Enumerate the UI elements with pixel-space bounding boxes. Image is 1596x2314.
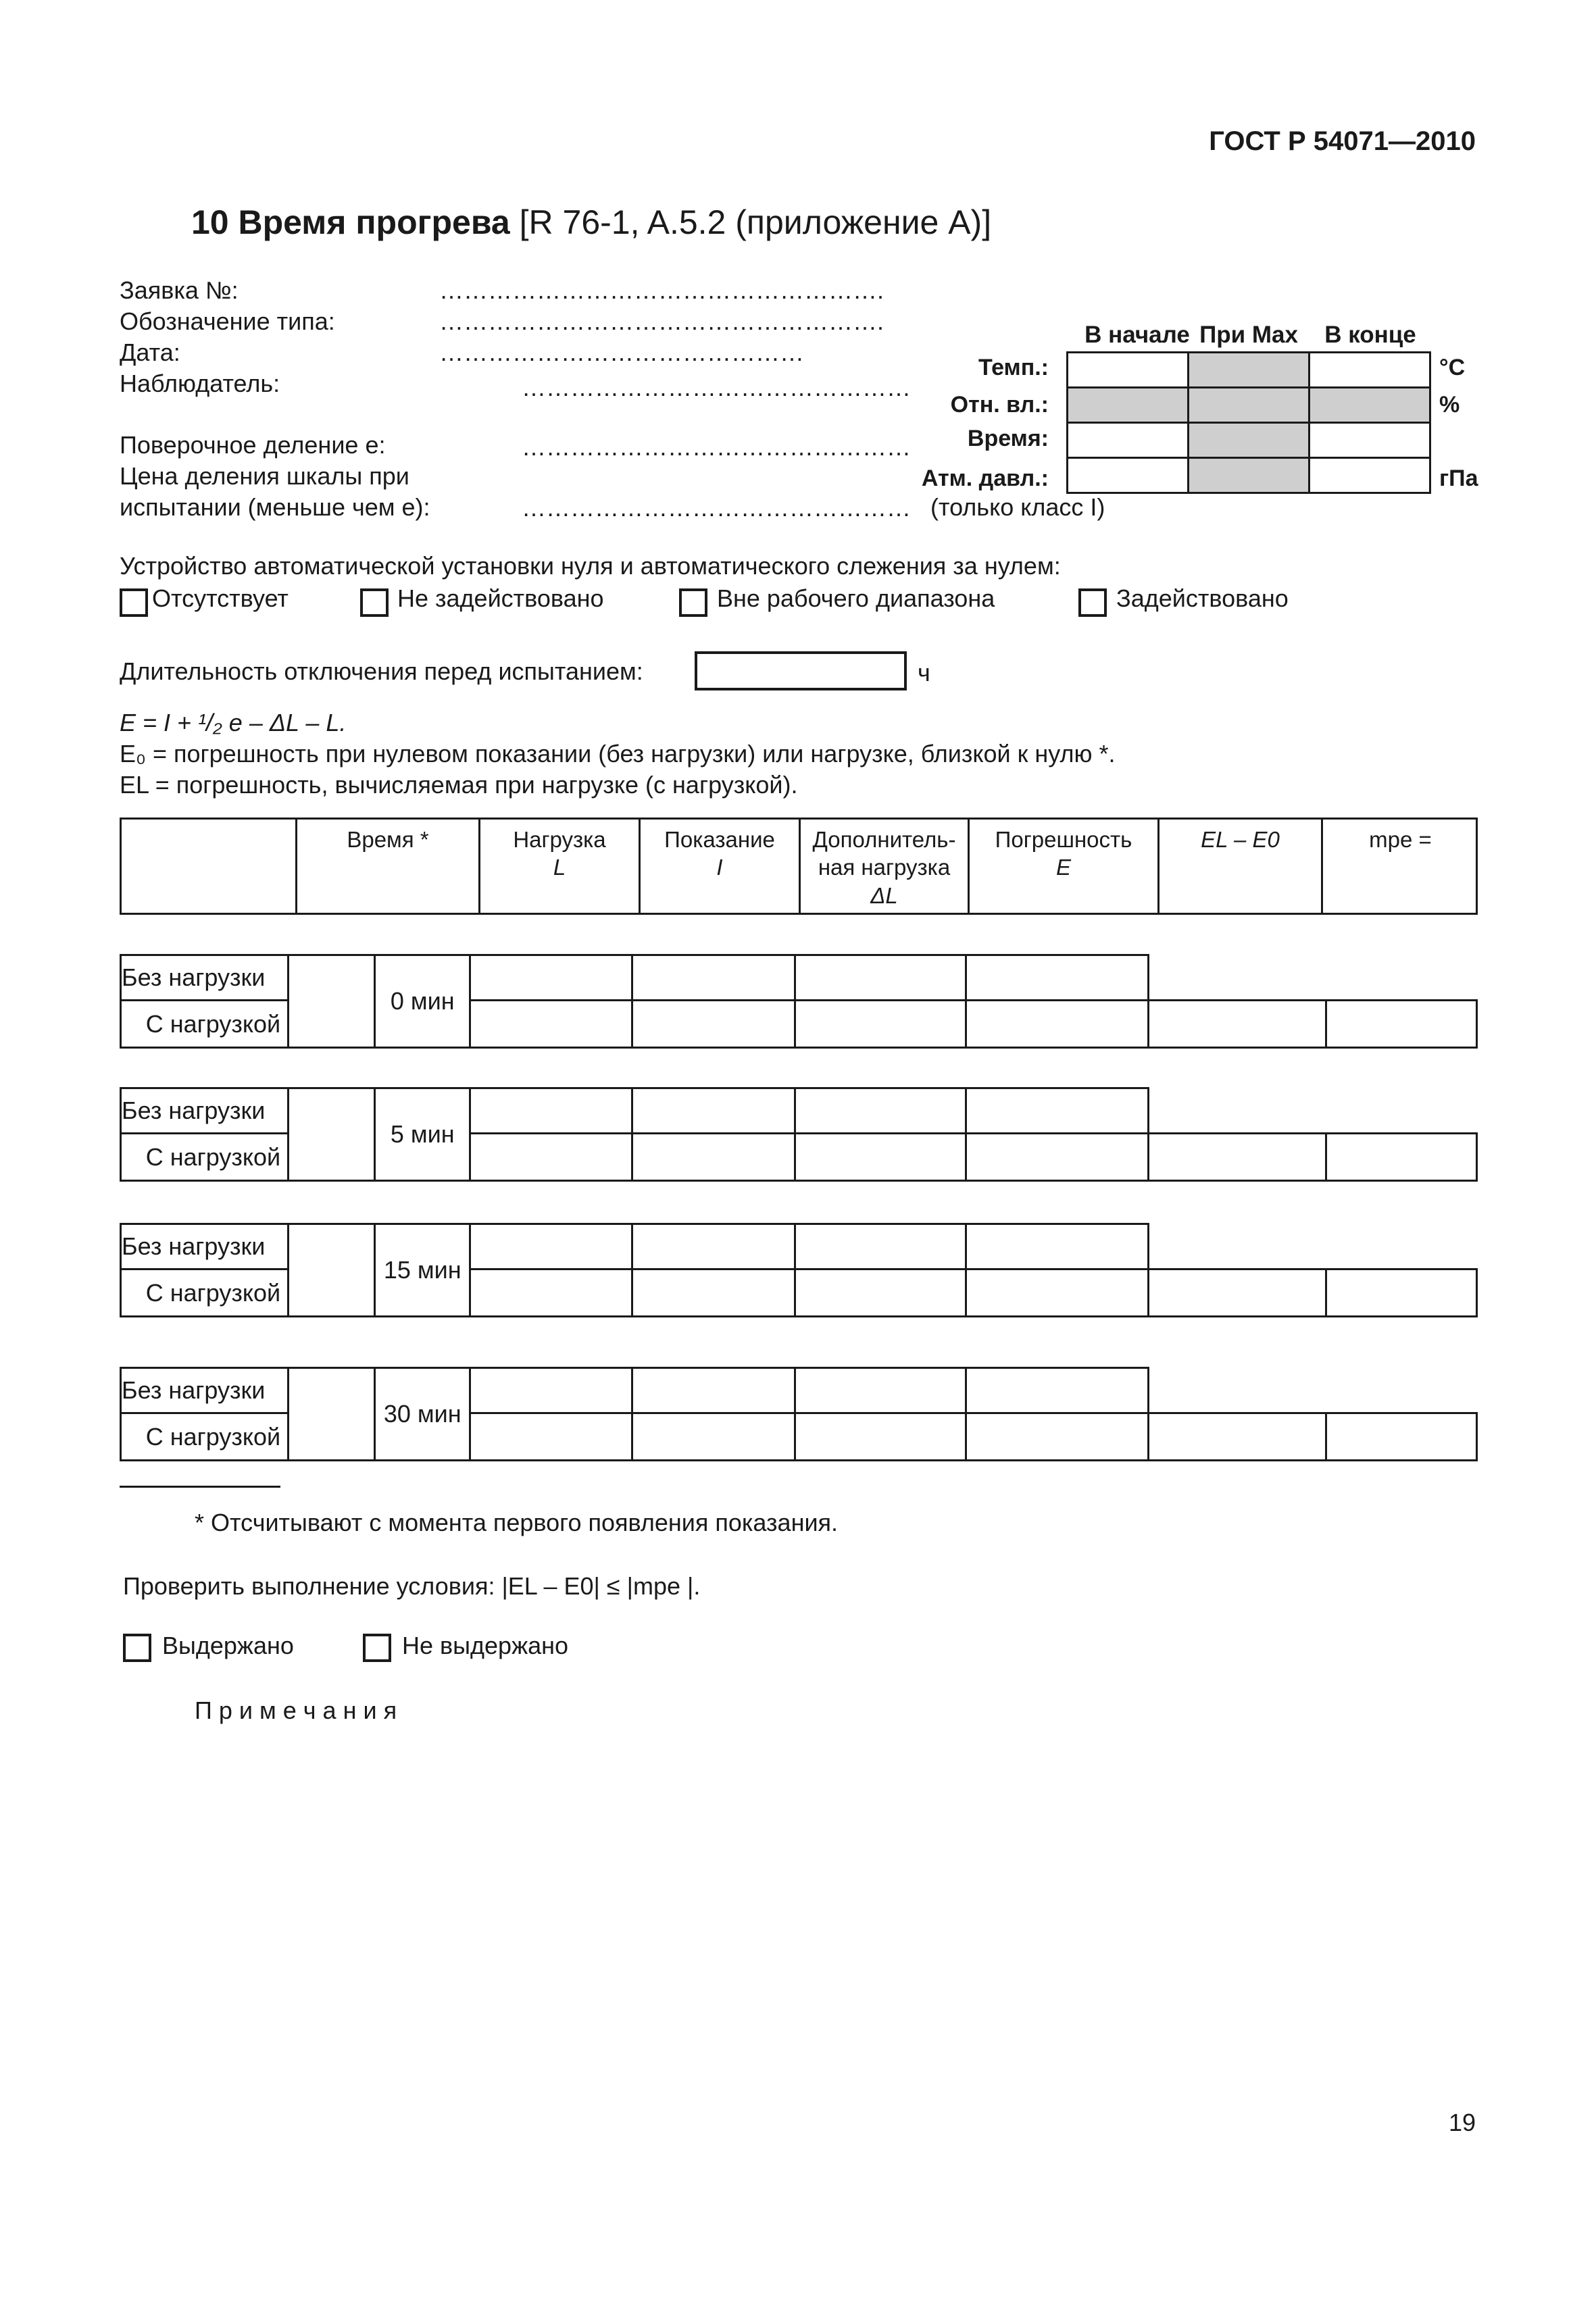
checkbox-failed-label: Не выдержано	[402, 1632, 569, 1659]
time-cell-5min: 5 мин	[375, 1088, 470, 1181]
cell-error-no-load[interactable]	[966, 1368, 1148, 1413]
checkbox-absent-label: Отсутствует	[152, 584, 289, 612]
empty-cell	[289, 1224, 375, 1317]
cell-error-with-load[interactable]	[966, 1134, 1148, 1181]
cell-load-no-load[interactable]	[470, 955, 632, 1001]
cell-load-no-load[interactable]	[470, 1368, 632, 1413]
time-cell-30min: 30 мин	[375, 1368, 470, 1461]
results-group-0min	[120, 954, 1149, 1049]
cell-error-with-load[interactable]	[966, 1001, 1148, 1048]
field-label-observer: Наблюдатель:	[120, 370, 280, 397]
cond-time-end[interactable]	[1310, 423, 1430, 458]
field-dots-scale-interval[interactable]: …………………………………………	[522, 494, 911, 522]
col-header-el-minus-e0: EL – E0	[1201, 827, 1280, 852]
conditions-grid	[1066, 351, 1431, 494]
conditions-row-pressure-label: Атм. давл.:	[921, 466, 1049, 491]
zero-device-question: Устройство автоматической установки нуля и автоматического слежения за нулем:	[120, 552, 1061, 580]
section-title-reference: [R 76-1, A.5.2 (приложение А)]	[519, 203, 992, 241]
row-label-no-load: Без нагрузки	[121, 1224, 289, 1269]
checkbox-activated[interactable]	[1078, 588, 1107, 617]
empty-cell	[289, 1368, 375, 1461]
check-condition: Проверить выполнение условия: |EL – E0| ≤ |mpe |.	[123, 1572, 701, 1600]
field-dots-date[interactable]: ………………………………………	[439, 338, 804, 366]
cell-load-with-load[interactable]	[470, 1134, 632, 1181]
checkbox-out-of-range[interactable]	[679, 588, 707, 617]
col-header-additional-load	[801, 826, 968, 909]
row-label-with-load: С нагрузкой	[121, 1413, 289, 1461]
empty-cell	[289, 955, 375, 1048]
cell-load-no-load[interactable]	[470, 1224, 632, 1269]
col-header-error-line1: Погрешность	[995, 827, 1132, 852]
field-label-application: Заявка №:	[120, 276, 239, 304]
col-header-error-line2: E	[1055, 855, 1071, 880]
disconnect-duration-input[interactable]	[695, 651, 907, 690]
col-header-indication	[641, 826, 799, 882]
col-header-load	[480, 826, 639, 882]
checkbox-not-activated[interactable]	[360, 588, 389, 617]
results-group-5min	[120, 1087, 1149, 1182]
section-title-bold: 10 Время прогрева	[191, 203, 510, 241]
cell-el-minus-e0[interactable]	[1149, 1269, 1326, 1317]
checkbox-passed-label: Выдержано	[162, 1632, 294, 1659]
results-group-5min-diff	[1147, 1132, 1478, 1182]
cell-indication-no-load[interactable]	[632, 1368, 795, 1413]
conditions-col-start: В начале	[1084, 322, 1190, 348]
cell-el-minus-e0[interactable]	[1149, 1134, 1326, 1181]
cond-temp-start[interactable]	[1068, 353, 1189, 388]
field-dots-application[interactable]: ……………………………………………….	[439, 276, 884, 304]
cond-temp-end[interactable]	[1310, 353, 1430, 388]
cell-error-no-load[interactable]	[966, 955, 1148, 1001]
empty-cell	[289, 1088, 375, 1181]
cell-additional-load-with-load[interactable]	[795, 1134, 966, 1181]
field-note-class: (только класс I)	[930, 493, 1105, 521]
col-header-indication-line2: I	[716, 855, 723, 880]
checkbox-passed[interactable]	[123, 1634, 151, 1662]
disconnect-label: Длительность отключения перед испытанием:	[120, 657, 643, 685]
cond-temp-max	[1189, 353, 1310, 388]
time-cell-0min: 0 мин	[375, 955, 470, 1048]
cell-additional-load-no-load[interactable]	[795, 955, 966, 1001]
disconnect-unit: ч	[918, 659, 930, 686]
footnote-rule	[120, 1486, 280, 1488]
document-id: ГОСТ Р 54071—2010	[1209, 126, 1476, 156]
formula-line3: EL = погрешность, вычисляемая при нагрузке (с нагрузкой).	[120, 771, 798, 799]
conditions-col-end: В конце	[1324, 322, 1416, 348]
conditions-unit-pressure: гПа	[1439, 466, 1478, 491]
field-label-date: Дата:	[120, 338, 180, 366]
cond-time-start[interactable]	[1068, 423, 1189, 458]
page-number: 19	[1448, 2109, 1476, 2136]
section-title	[191, 203, 991, 242]
cell-additional-load-with-load[interactable]	[795, 1001, 966, 1048]
cell-indication-with-load[interactable]	[632, 1269, 795, 1317]
cell-mpe[interactable]	[1326, 1001, 1477, 1048]
formula-line2: E₀ = погрешность при нулевом показании (без нагрузки) или нагрузке, близкой к нулю *.	[120, 740, 1116, 768]
time-cell-15min: 15 мин	[375, 1224, 470, 1317]
row-label-no-load: Без нагрузки	[121, 1088, 289, 1134]
cond-pressure-end[interactable]	[1310, 458, 1430, 493]
checkbox-out-of-range-label: Вне рабочего диапазона	[717, 584, 995, 612]
row-label-no-load: Без нагрузки	[121, 1368, 289, 1413]
col-header-load-line2: L	[553, 855, 566, 880]
checkbox-absent[interactable]	[120, 588, 148, 617]
cell-error-with-load[interactable]	[966, 1413, 1148, 1461]
row-label-with-load: С нагрузкой	[121, 1001, 289, 1048]
cell-el-minus-e0[interactable]	[1149, 1413, 1326, 1461]
notes-label: П р и м е ч а н и я	[195, 1696, 397, 1724]
cell-indication-no-load[interactable]	[632, 1088, 795, 1134]
col-header-mpe: mpe =	[1369, 827, 1432, 852]
cond-pressure-start[interactable]	[1068, 458, 1189, 493]
conditions-col-max: При Max	[1199, 322, 1298, 348]
results-group-15min-diff	[1147, 1268, 1478, 1317]
footnote-text: * Отсчитывают с момента первого появления показания.	[195, 1509, 839, 1536]
field-dots-observer[interactable]: …………………………………………	[522, 374, 911, 401]
col-header-additional-load-line2: ная нагрузка	[818, 855, 951, 880]
results-group-30min	[120, 1367, 1149, 1461]
cell-additional-load-no-load[interactable]	[795, 1088, 966, 1134]
cell-load-with-load[interactable]	[470, 1269, 632, 1317]
conditions-row-temp-label: Темп.:	[978, 355, 1049, 380]
cell-el-minus-e0[interactable]	[1149, 1001, 1326, 1048]
row-label-with-load: С нагрузкой	[121, 1134, 289, 1181]
field-label-verification-interval: Поверочное деление e:	[120, 431, 386, 459]
col-header-indication-line1: Показание	[664, 827, 775, 852]
conditions-row-time-label: Время:	[967, 426, 1049, 451]
field-label-scale-interval-line1: Цена деления шкалы при	[120, 462, 409, 490]
checkbox-not-activated-label: Не задействовано	[397, 584, 604, 612]
cell-indication-no-load[interactable]	[632, 955, 795, 1001]
field-dots-verification-interval[interactable]: …………………………………………	[522, 433, 911, 461]
row-label-with-load: С нагрузкой	[121, 1269, 289, 1317]
conditions-unit-temp: °C	[1439, 355, 1466, 380]
cond-pressure-max	[1189, 458, 1310, 493]
cell-mpe[interactable]	[1326, 1413, 1477, 1461]
field-dots-type[interactable]: ……………………………………………….	[439, 307, 884, 335]
cell-load-with-load[interactable]	[470, 1413, 632, 1461]
cell-indication-with-load[interactable]	[632, 1001, 795, 1048]
cond-time-max	[1189, 423, 1310, 458]
conditions-row-humidity-label: Отн. вл.:	[950, 392, 1049, 418]
cell-indication-with-load[interactable]	[632, 1413, 795, 1461]
results-group-0min-diff	[1147, 999, 1478, 1049]
cell-indication-no-load[interactable]	[632, 1224, 795, 1269]
formula-line1: E = I + ¹/₂ e – ΔL – L.	[120, 709, 347, 736]
cell-additional-load-no-load[interactable]	[795, 1368, 966, 1413]
cond-humidity-end	[1310, 388, 1430, 423]
col-header-additional-load-line1: Дополнитель-	[812, 827, 956, 852]
field-label-type: Обозначение типа:	[120, 307, 335, 335]
cell-load-no-load[interactable]	[470, 1088, 632, 1134]
cell-error-no-load[interactable]	[966, 1088, 1148, 1134]
row-label-no-load: Без нагрузки	[121, 955, 289, 1001]
col-header-additional-load-line3: ΔL	[870, 882, 898, 908]
cell-additional-load-with-load[interactable]	[795, 1413, 966, 1461]
cell-additional-load-with-load[interactable]	[795, 1269, 966, 1317]
checkbox-activated-label: Задействовано	[1116, 584, 1289, 612]
cell-error-with-load[interactable]	[966, 1269, 1148, 1317]
conditions-unit-humidity: %	[1439, 392, 1460, 418]
col-header-load-line1: Нагрузка	[513, 827, 606, 852]
field-label-scale-interval-line2: испытании (меньше чем e):	[120, 493, 430, 521]
results-group-30min-diff	[1147, 1412, 1478, 1461]
checkbox-failed[interactable]	[363, 1634, 391, 1662]
col-header-error	[970, 826, 1157, 882]
cell-error-no-load[interactable]	[966, 1224, 1148, 1269]
col-header-time: Время *	[347, 827, 429, 852]
results-group-15min	[120, 1223, 1149, 1317]
cell-indication-with-load[interactable]	[632, 1134, 795, 1181]
cell-additional-load-no-load[interactable]	[795, 1224, 966, 1269]
cell-mpe[interactable]	[1326, 1269, 1477, 1317]
cell-mpe[interactable]	[1326, 1134, 1477, 1181]
cell-load-with-load[interactable]	[470, 1001, 632, 1048]
cond-humidity-start	[1068, 388, 1189, 423]
cond-humidity-max	[1189, 388, 1310, 423]
